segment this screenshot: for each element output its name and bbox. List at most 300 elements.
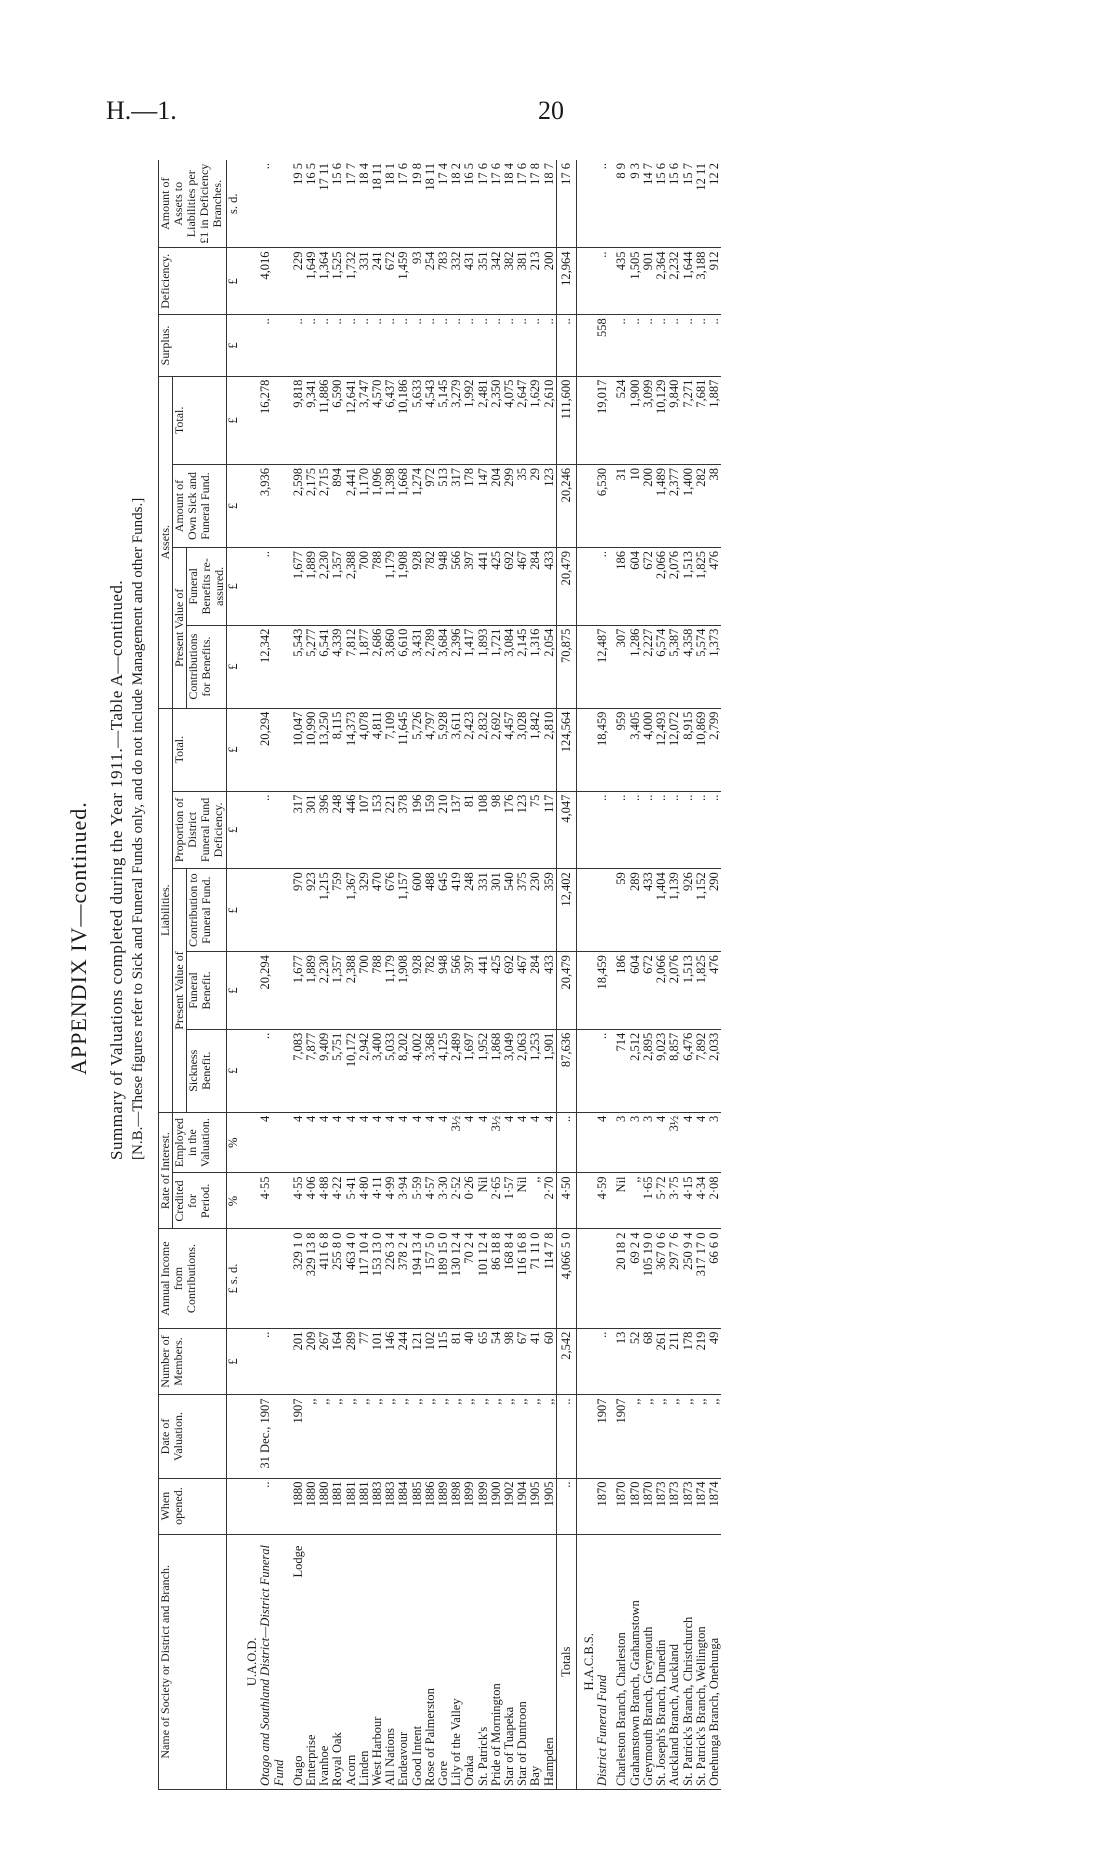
table-cell: 35 <box>516 465 529 548</box>
table-cell: 700 <box>358 548 371 626</box>
table-cell: 2,489 <box>450 1029 463 1112</box>
table-cell: 4,078 <box>358 708 371 791</box>
table-cell: 4 <box>397 1112 410 1173</box>
table-cell: .. <box>503 315 516 376</box>
table-cell: 5,543 <box>292 625 305 708</box>
table-cell: 4,339 <box>331 625 344 708</box>
table-cell: 2,810 <box>543 708 557 791</box>
table-cell: .. <box>345 315 358 376</box>
table-cell: 3,099 <box>642 376 655 464</box>
table-cell: ,, <box>318 1395 331 1478</box>
table-cell: 2,396 <box>450 625 463 708</box>
table-cell: 10,047 <box>292 708 305 791</box>
empty-cell <box>577 376 597 464</box>
table-cell: ,, <box>384 1395 397 1478</box>
table-cell: 782 <box>424 952 437 1030</box>
table-cell: 4·06 <box>305 1173 318 1229</box>
table-cell: 18 4 <box>503 160 516 248</box>
table-cell: 4 <box>259 1112 285 1173</box>
table-cell: 101 12 4 <box>477 1229 490 1328</box>
table-cell: 284 <box>529 952 542 1030</box>
table-cell: 3,611 <box>450 708 463 791</box>
table-cell: 87,636 <box>556 1029 576 1112</box>
table-cell: .. <box>437 315 450 376</box>
table-cell: 2,686 <box>371 625 384 708</box>
col-contributions: Contributions for Benefits. <box>187 625 227 708</box>
table-cell: .. <box>596 1328 609 1395</box>
table-cell: 378 2 4 <box>397 1229 410 1328</box>
table-cell: 17 6 <box>490 160 503 248</box>
table-cell: 4·15 <box>682 1173 695 1229</box>
table-cell: 244 <box>397 1328 410 1395</box>
table-cell: 1,357 <box>331 548 344 626</box>
col-contrib-funeral: Contribution to Funeral Fund. <box>187 869 227 952</box>
table-cell: 18 11 <box>371 160 384 248</box>
table-cell: 359 <box>543 869 557 952</box>
table-cell: 604 <box>629 548 642 626</box>
branch-name: All Nations <box>384 1534 397 1789</box>
table-cell: 524 <box>615 376 628 464</box>
table-cell: 153 13 0 <box>371 1229 384 1328</box>
empty-cell <box>240 1112 259 1173</box>
table-cell: 157 5 0 <box>424 1229 437 1328</box>
table-cell: 1907 <box>596 1395 609 1478</box>
table-cell: 68 <box>642 1328 655 1395</box>
table-cell: 7,877 <box>305 1029 318 1112</box>
table-cell: 3,279 <box>450 376 463 464</box>
table-cell: .. <box>556 1478 576 1534</box>
table-cell: 4 <box>371 1112 384 1173</box>
table-cell: 4,016 <box>259 248 285 315</box>
table-cell: 17 6 <box>516 160 529 248</box>
table-cell: ,, <box>371 1395 384 1478</box>
table-cell: 1,316 <box>529 625 542 708</box>
table-cell: 672 <box>642 548 655 626</box>
table-cell: 137 <box>450 791 463 869</box>
table-cell: 2·52 <box>450 1173 463 1229</box>
table-cell: 419 <box>450 869 463 952</box>
table-cell: 1881 <box>358 1478 371 1534</box>
table-cell: 2·08 <box>708 1173 721 1229</box>
table-cell: 1880 <box>292 1478 305 1534</box>
table-cell: 204 <box>490 465 503 548</box>
table-cell: 2,542 <box>556 1328 576 1395</box>
table-cell: 15 7 <box>682 160 695 248</box>
table-cell: 3,084 <box>503 625 516 708</box>
empty-cell <box>577 548 597 626</box>
table-cell: .. <box>259 548 285 626</box>
table-cell: 16 5 <box>305 160 318 248</box>
branch-name: Auckland Branch, Auckland <box>668 1534 681 1789</box>
empty-cell <box>577 160 597 248</box>
table-cell: ,, <box>345 1395 358 1478</box>
table-cell: 18 4 <box>358 160 371 248</box>
empty-cell <box>240 376 259 464</box>
table-cell: 59 <box>615 869 628 952</box>
table-cell: 1873 <box>668 1478 681 1534</box>
table-cell: 14,373 <box>345 708 358 791</box>
table-cell: 425 <box>490 952 503 1030</box>
table-cell: 4 <box>292 1112 305 1173</box>
table-cell: .. <box>596 791 609 869</box>
table-cell: 1,842 <box>529 708 542 791</box>
empty-cell <box>240 625 259 708</box>
table-cell: 1904 <box>516 1478 529 1534</box>
table-cell: 923 <box>305 869 318 952</box>
table-cell: 329 13 8 <box>305 1229 318 1328</box>
table-cell: 38 <box>708 465 721 548</box>
table-cell: 20,294 <box>259 952 285 1030</box>
table-cell: 11,645 <box>397 708 410 791</box>
table-cell: 284 <box>529 548 542 626</box>
table-cell: 209 <box>305 1328 318 1395</box>
table-cell: 1,505 <box>629 248 642 315</box>
empty-cell <box>240 548 259 626</box>
table-cell: 928 <box>411 952 424 1030</box>
table-cell: 2,715 <box>318 465 331 548</box>
empty-cell <box>577 869 597 952</box>
empty-cell <box>577 315 597 376</box>
unit-money: £ <box>227 465 241 548</box>
empty-cell <box>577 1173 597 1229</box>
table-cell: 1,908 <box>397 548 410 626</box>
unit-money: £ <box>227 625 241 708</box>
table-cell: 194 13 4 <box>411 1229 424 1328</box>
col-amount: Amount of Assets to Liabilities per £1 in Deficiency Branches. <box>159 160 227 248</box>
table-cell: 476 <box>708 548 721 626</box>
table-cell: 2,942 <box>358 1029 371 1112</box>
table-cell: ,, <box>477 1395 490 1478</box>
table-cell: 4 <box>543 1112 557 1173</box>
table-cell: 186 <box>615 952 628 1030</box>
table-cell: 1,825 <box>695 548 708 626</box>
col-surplus: Surplus. <box>159 315 227 376</box>
table-cell: 267 <box>318 1328 331 1395</box>
table-cell: 2,232 <box>668 248 681 315</box>
table-cell: ,, <box>490 1395 503 1478</box>
table-cell: 1886 <box>424 1478 437 1534</box>
col-date: Date of Valuation. <box>159 1395 227 1478</box>
table-cell: 18 7 <box>543 160 557 248</box>
table-cell: 467 <box>516 952 529 1030</box>
table-cell: 4·50 <box>556 1173 576 1229</box>
table-cell: 12,402 <box>556 869 576 952</box>
appendix-title: APPENDIX IV—continued. <box>66 801 91 1075</box>
unit-money: £ <box>227 376 241 464</box>
table-cell: 1,404 <box>655 869 668 952</box>
table-cell: 331 <box>477 869 490 952</box>
table-cell: 1,877 <box>358 625 371 708</box>
unit-money: £ <box>227 791 241 869</box>
table-cell: 1,893 <box>477 625 490 708</box>
table-cell: 124,564 <box>556 708 576 791</box>
table-cell: 12 2 <box>708 160 721 248</box>
table-cell: ,, <box>437 1395 450 1478</box>
table-cell: 558 <box>596 315 609 376</box>
table-cell: .. <box>642 791 655 869</box>
table-cell: .. <box>642 315 655 376</box>
table-cell: 488 <box>424 869 437 952</box>
table-cell: 3 <box>642 1112 655 1173</box>
table-cell: 1,253 <box>529 1029 542 1112</box>
table-cell: 130 12 4 <box>450 1229 463 1328</box>
table-cell: 14 7 <box>642 160 655 248</box>
table-cell: 49 <box>708 1328 721 1395</box>
table-cell: 676 <box>384 869 397 952</box>
table-cell: 4 <box>318 1112 331 1173</box>
table-cell: 1885 <box>411 1478 424 1534</box>
table-cell: 116 16 8 <box>516 1229 529 1328</box>
page-ref: H.—1. <box>106 96 177 125</box>
table-cell: 2,066 <box>655 952 668 1030</box>
table-cell: 4 <box>529 1112 542 1173</box>
table-cell: 20,479 <box>556 548 576 626</box>
table-cell: .. <box>695 791 708 869</box>
table-cell: 788 <box>371 548 384 626</box>
empty-cell <box>577 791 597 869</box>
table-cell: 441 <box>477 952 490 1030</box>
table-cell: 1905 <box>529 1478 542 1534</box>
table-cell: 5,387 <box>668 625 681 708</box>
empty-cell <box>240 1328 259 1395</box>
table-cell: 250 9 4 <box>682 1229 695 1328</box>
table-cell: 93 <box>411 248 424 315</box>
table-cell: 81 <box>450 1328 463 1395</box>
table-cell: .. <box>682 791 695 869</box>
table-cell: 1880 <box>305 1478 318 1534</box>
table-cell: 108 <box>477 791 490 869</box>
table-cell: 12,493 <box>655 708 668 791</box>
table-cell: 2,076 <box>668 548 681 626</box>
table-cell: 1,677 <box>292 548 305 626</box>
table-cell: 9,818 <box>292 376 305 464</box>
table-cell: 18,459 <box>596 952 609 1030</box>
table-cell: 7,083 <box>292 1029 305 1112</box>
table-cell: 2,789 <box>424 625 437 708</box>
empty-cell <box>577 1112 597 1173</box>
table-cell: 1874 <box>708 1478 721 1534</box>
table-row <box>331 160 344 1790</box>
table-cell: 71 11 0 <box>529 1229 542 1328</box>
table-cell: 2,377 <box>668 465 681 548</box>
table-cell: 351 <box>477 248 490 315</box>
table-cell: 1870 <box>629 1478 642 1534</box>
table-cell: 1,373 <box>708 625 721 708</box>
table-cell: 1,677 <box>292 952 305 1030</box>
col-deficiency: Deficiency. <box>159 248 227 315</box>
table-cell: 15 6 <box>655 160 668 248</box>
branch-name: Good Intent <box>411 1534 424 1789</box>
table-cell: 1881 <box>331 1478 344 1534</box>
table-cell: 254 <box>424 248 437 315</box>
branch-name: Rose of Palmerston <box>424 1534 437 1789</box>
table-cell: 4·11 <box>371 1173 384 1229</box>
col-reassured: Funeral Benefits re-assured. <box>187 548 227 626</box>
table-cell: 4 <box>503 1112 516 1173</box>
table-cell: 98 <box>503 1328 516 1395</box>
table-cell: 3,028 <box>516 708 529 791</box>
table-cell: .. <box>259 160 285 248</box>
table-cell: 9,840 <box>668 376 681 464</box>
table-cell: 261 <box>655 1328 668 1395</box>
branch-name: West Harbour <box>371 1534 384 1789</box>
table-cell: 1907 <box>615 1395 628 1478</box>
table-cell: 196 <box>411 791 424 869</box>
table-cell: 382 <box>503 248 516 315</box>
table-cell: 4 <box>516 1112 529 1173</box>
table-cell: 4,811 <box>371 708 384 791</box>
table-cell: 1,398 <box>384 465 397 548</box>
table-cell: 4,358 <box>682 625 695 708</box>
table-cell: 1,825 <box>695 952 708 1030</box>
table-cell: 540 <box>503 869 516 952</box>
table-cell: 425 <box>490 548 503 626</box>
table-cell: 2,610 <box>543 376 557 464</box>
table-cell: 12,641 <box>345 376 358 464</box>
table-cell: 114 7 8 <box>543 1229 557 1328</box>
branch-name: St. Joseph's Branch, Dunedin <box>655 1534 668 1789</box>
table-cell: 5·41 <box>345 1173 358 1229</box>
table-cell: 4,066 5 0 <box>556 1229 576 1328</box>
society-heading <box>240 160 259 1790</box>
table-cell: 12,964 <box>556 248 576 315</box>
table-cell: 2,647 <box>516 376 529 464</box>
table-cell: .. <box>668 791 681 869</box>
unit-income: £ s. d. <box>227 1229 241 1328</box>
table-cell: 782 <box>424 548 437 626</box>
table-cell: 1,170 <box>358 465 371 548</box>
branch-name: Lily of the Valley <box>450 1534 463 1789</box>
table-cell: 4 <box>384 1112 397 1173</box>
table-cell: 105 19 0 <box>642 1229 655 1328</box>
table-cell: 783 <box>437 248 450 315</box>
table-cell: 433 <box>543 548 557 626</box>
table-cell: ,, <box>629 1173 642 1229</box>
table-cell: 912 <box>708 248 721 315</box>
table-cell: ,, <box>397 1395 410 1478</box>
table-cell: .. <box>397 315 410 376</box>
table-cell: 397 <box>463 952 476 1030</box>
table-cell: 317 17 0 <box>695 1229 708 1328</box>
col-rate-employed: Employed in the Valuation. <box>173 1112 227 1173</box>
table-cell: Nil <box>477 1173 490 1229</box>
district-row <box>259 160 285 1790</box>
table-cell: 178 <box>682 1328 695 1395</box>
table-cell: 1,644 <box>682 248 695 315</box>
table-cell: 3·30 <box>437 1173 450 1229</box>
table-cell: 700 <box>358 952 371 1030</box>
table-row <box>615 160 628 1790</box>
table-cell: 1874 <box>695 1478 708 1534</box>
table-cell: 3 <box>708 1112 721 1173</box>
branch-name: Onehunga Branch, Onehunga <box>708 1534 721 1789</box>
unit-money: £ <box>227 315 241 376</box>
table-cell: 446 <box>345 791 358 869</box>
table-cell: 77 <box>358 1328 371 1395</box>
table-cell: 301 <box>305 791 318 869</box>
table-cell: 41 <box>529 1328 542 1395</box>
table-cell: 6,530 <box>596 465 609 548</box>
branch-name: St. Patrick's Branch, Wellington <box>695 1534 708 1789</box>
table-cell: .. <box>596 248 609 315</box>
table-cell: 1870 <box>615 1478 628 1534</box>
empty-cell <box>240 1395 259 1478</box>
table-cell: 111,600 <box>556 376 576 464</box>
unit-members: £ <box>227 1328 241 1395</box>
table-cell: 2,481 <box>477 376 490 464</box>
table-cell: 1889 <box>437 1478 450 1534</box>
table-cell: 1899 <box>477 1478 490 1534</box>
table-row <box>345 160 358 1790</box>
table-cell: 3,049 <box>503 1029 516 1112</box>
table-cell: .. <box>358 315 371 376</box>
table-cell: 0·26 <box>463 1173 476 1229</box>
table-cell: 10,990 <box>305 708 318 791</box>
table-cell: .. <box>259 315 285 376</box>
branch-name: Gore <box>437 1534 450 1789</box>
branch-name: St. Patrick's <box>477 1534 490 1789</box>
table-cell: ,, <box>708 1395 721 1478</box>
empty-cell <box>240 1478 259 1534</box>
empty-cell <box>240 1173 259 1229</box>
table-cell: ,, <box>358 1395 371 1478</box>
table-cell: 70 2 4 <box>463 1229 476 1328</box>
branch-name: St. Patrick's Branch, Christchurch <box>682 1534 695 1789</box>
table-cell: .. <box>292 315 305 376</box>
table-cell: 5,726 <box>411 708 424 791</box>
table-cell: 329 <box>358 869 371 952</box>
table-cell: 17 6 <box>477 160 490 248</box>
society-name: H.A.C.B.S. <box>577 1534 597 1789</box>
table-cell: 1,215 <box>318 869 331 952</box>
table-cell: 2,388 <box>345 952 358 1030</box>
table-cell: ,, <box>529 1395 542 1478</box>
table-cell: 4 <box>411 1112 424 1173</box>
table-cell: 600 <box>411 869 424 952</box>
table-cell: ,, <box>668 1395 681 1478</box>
empty-cell <box>240 869 259 952</box>
unit-money: £ <box>227 952 241 1030</box>
table-cell: 1·57 <box>503 1173 516 1229</box>
table-cell: 146 <box>384 1328 397 1395</box>
unit-money: £ <box>227 708 241 791</box>
table-cell: 2,441 <box>345 465 358 548</box>
table-cell: 1881 <box>345 1478 358 1534</box>
col-rate: Rate of Interest. <box>159 1112 173 1229</box>
table-cell: 66 6 0 <box>708 1229 721 1328</box>
table-cell: .. <box>556 315 576 376</box>
table-cell: 2,598 <box>292 465 305 548</box>
table-cell: 18,459 <box>596 708 609 791</box>
table-cell: 19 8 <box>411 160 424 248</box>
branch-name: Linden <box>358 1534 371 1789</box>
table-cell: 317 <box>292 791 305 869</box>
table-cell: .. <box>259 1478 285 1534</box>
table-cell: 297 7 6 <box>668 1229 681 1328</box>
table-cell: 1,274 <box>411 465 424 548</box>
table-cell: 2·70 <box>543 1173 557 1229</box>
table-cell: 9,023 <box>655 1029 668 1112</box>
table-cell: 4·88 <box>318 1173 331 1229</box>
table-cell: 1,286 <box>629 625 642 708</box>
table-cell: .. <box>450 315 463 376</box>
empty-cell <box>577 708 597 791</box>
table-cell: 200 <box>543 248 557 315</box>
table-cell: 2,350 <box>490 376 503 464</box>
empty-cell <box>577 1478 597 1534</box>
table-cell: 75 <box>529 791 542 869</box>
table-cell: 6,610 <box>397 625 410 708</box>
